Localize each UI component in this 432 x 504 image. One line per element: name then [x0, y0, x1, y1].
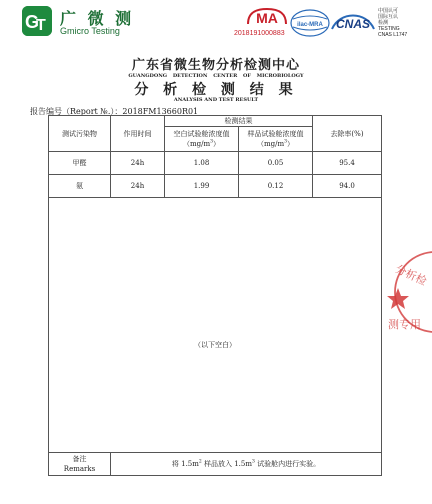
official-seal-stamp	[380, 250, 432, 340]
header-blank-chamber: 空白试验舱浓度值 $(mg/m^3)$	[165, 127, 239, 152]
cnas-accreditation-text: 中国认可 国际互认 检测 TESTING CNAS L1747	[378, 8, 408, 38]
svg-text:ilac-MRA: ilac-MRA	[297, 22, 323, 28]
header-results-group: 检测结果	[165, 116, 313, 127]
remarks-row	[49, 453, 382, 476]
center-title-en: GUANGDONG DETECTION CENTER OF MICROBIOLOGY	[128, 73, 304, 79]
table-row	[49, 152, 382, 175]
ilac-mra-seal-icon	[290, 8, 330, 38]
blank-below-note: （以下空白）	[194, 341, 236, 349]
table-row	[49, 175, 382, 198]
svg-text:测专用: 测专用	[388, 318, 421, 331]
header-sample-chamber: 样品试验舱浓度值 $(mg/m^3)$	[239, 127, 313, 152]
svg-text:T: T	[36, 17, 46, 34]
logo-name-en: Gmicro Testing	[60, 26, 120, 36]
cell-blank: 1.99	[165, 175, 239, 198]
logo-name-cn: 广 微 测	[60, 9, 135, 28]
blank-area	[49, 198, 382, 453]
result-title-cn: 分 析 检 测 结 果	[134, 82, 298, 98]
cma-seal-icon	[244, 6, 290, 28]
results-table	[48, 115, 382, 476]
header-removal: 去除率(%)	[313, 116, 382, 152]
cell-pollutant: 氨	[49, 175, 111, 198]
cma-number: 2018191000883	[234, 30, 285, 37]
cell-removal: 94.0	[313, 175, 382, 198]
header-time: 作用时间	[111, 116, 165, 152]
center-title-cn: 广东省微生物分析检测中心	[131, 58, 300, 73]
svg-text:分析检: 分析检	[393, 262, 429, 289]
cnas-seal-icon	[330, 9, 376, 33]
cell-sample: 0.05	[239, 152, 313, 175]
cell-time: 24h	[111, 152, 165, 175]
header-pollutant: 测试污染物	[49, 116, 111, 152]
report-number: 报告编号（Report №.）：2018FM13660R01	[30, 107, 199, 116]
cell-blank: 1.08	[165, 152, 239, 175]
svg-text:G: G	[25, 12, 40, 32]
gmicro-logo-icon	[22, 6, 52, 36]
cell-sample: 0.12	[239, 175, 313, 198]
svg-text:CNAS: CNAS	[335, 17, 371, 31]
svg-text:MA: MA	[256, 10, 278, 26]
cell-removal: 95.4	[313, 152, 382, 175]
cell-pollutant: 甲醛	[49, 152, 111, 175]
remarks-label: 备注 Remarks	[49, 453, 111, 476]
cell-time: 24h	[111, 175, 165, 198]
remarks-text: 将 $1.5m^2$ 样品放入 $1.5m^3$ 试验舱内进行实验。	[111, 453, 382, 476]
result-title-en: ANALYSIS AND TEST RESULT	[173, 97, 259, 103]
